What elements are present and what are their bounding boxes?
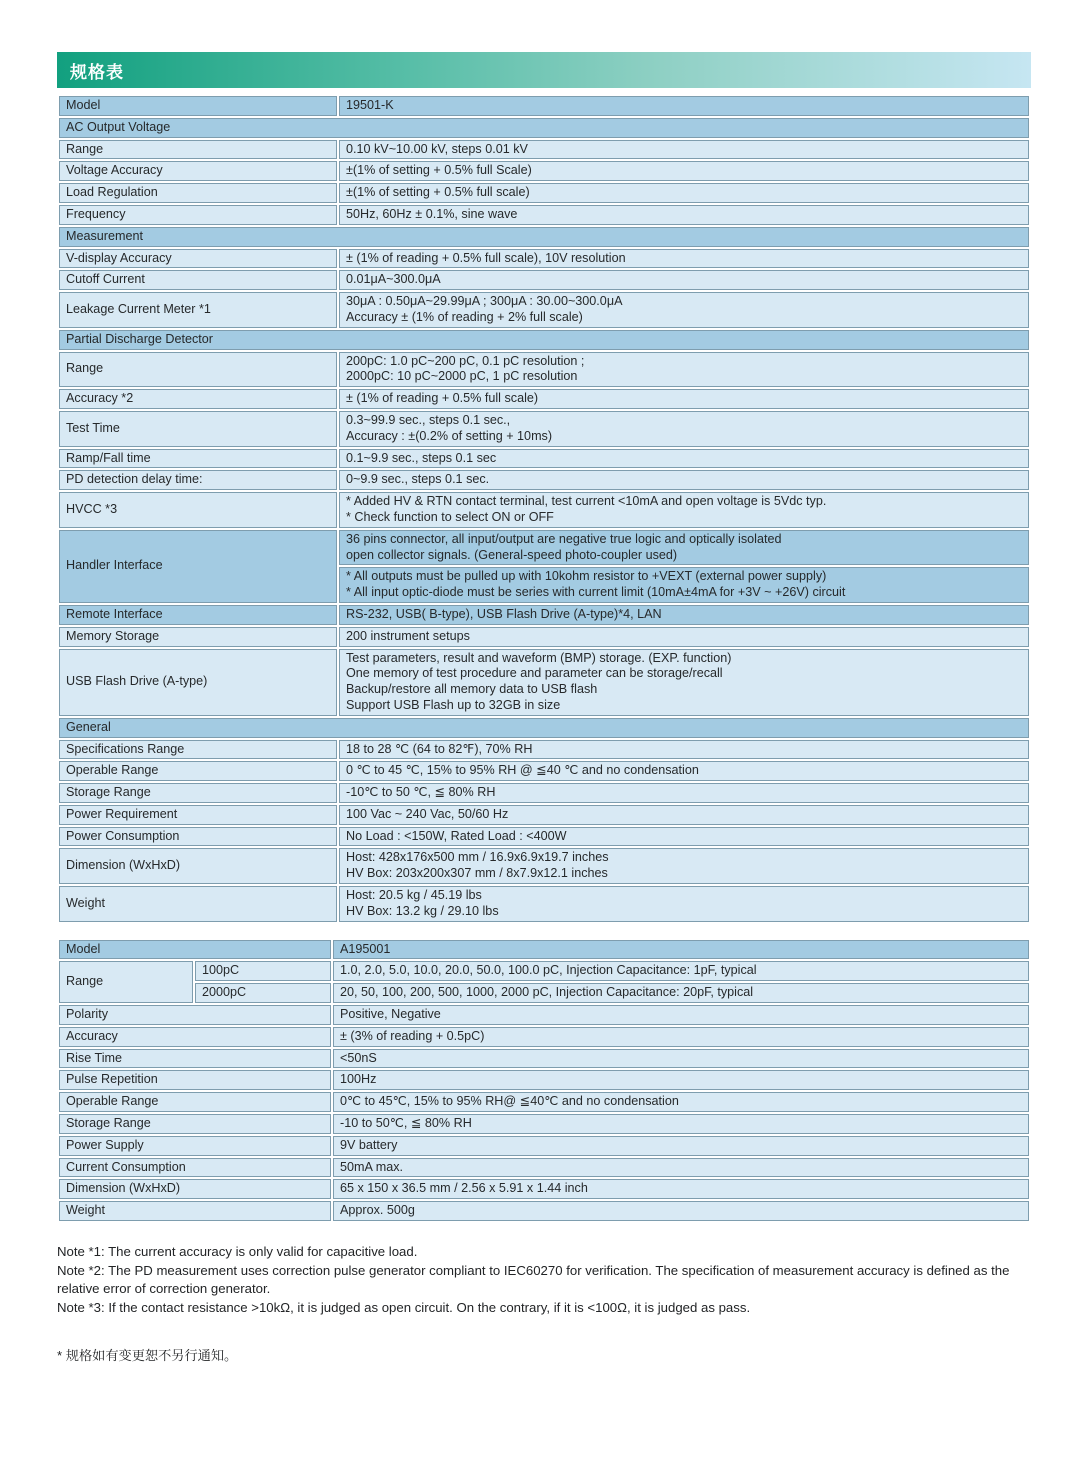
section-row — [59, 718, 1029, 738]
section-title-cell: General — [59, 718, 1029, 738]
spec-value-cell — [339, 805, 1029, 825]
table-row — [59, 389, 1029, 409]
spec-label-cell: Range — [59, 140, 337, 160]
table-row — [59, 1049, 1029, 1069]
spec-value-cell — [333, 1114, 1029, 1134]
spec-value-line: ± (1% of reading + 0.5% full scale) — [346, 391, 539, 406]
spec-value-line: -10 to 50℃, ≦ 80% RH — [340, 1116, 472, 1131]
spec-value-line: Positive, Negative — [340, 1007, 441, 1022]
spec-value-line: 50mA max. — [340, 1159, 403, 1174]
section-row — [59, 330, 1029, 350]
table-row — [59, 1158, 1029, 1178]
table-row — [59, 848, 1029, 884]
table-row — [59, 605, 1029, 625]
spec-value-cell: 1.0, 2.0, 5.0, 10.0, 20.0, 50.0, 100.0 pC, Injection Capacitance: 1pF, typical — [333, 961, 1029, 981]
spec-value-cell — [339, 627, 1029, 647]
table-row — [59, 183, 1029, 203]
spec-label-cell: Load Regulation — [59, 183, 337, 203]
table-row — [59, 352, 1029, 388]
spec-value-line: HV Box: 13.2 kg / 29.10 lbs — [346, 903, 499, 918]
spec-value-cell — [339, 492, 1029, 528]
spec-label-cell: USB Flash Drive (A-type) — [59, 649, 337, 716]
table-row — [59, 449, 1029, 469]
table-row — [59, 270, 1029, 290]
spec-label-cell: Test Time — [59, 411, 337, 447]
spec-label-cell: Operable Range — [59, 761, 337, 781]
spec-value-line: Accuracy ± (1% of reading + 2% full scale) — [346, 309, 583, 324]
spec-value-line: ± (3% of reading + 0.5pC) — [340, 1028, 485, 1043]
spec-value-cell — [339, 270, 1029, 290]
spec-value-cell — [339, 411, 1029, 447]
spec-value-cell — [339, 205, 1029, 225]
spec-value-cell — [333, 1179, 1029, 1199]
spec-value-line: 0~9.9 sec., steps 0.1 sec. — [346, 472, 490, 487]
spec-value-line: Backup/restore all memory data to USB flash — [346, 682, 598, 697]
spec-value-line: 36 pins connector, all input/output are negative true logic and optically isolated — [346, 531, 782, 546]
spec-value-line: 9V battery — [340, 1137, 398, 1152]
spec-label-cell: PD detection delay time: — [59, 470, 337, 490]
table-row — [59, 492, 1029, 528]
table-row — [59, 805, 1029, 825]
table-row — [59, 627, 1029, 647]
table-row — [59, 1201, 1029, 1221]
spec-value-cell — [333, 1005, 1029, 1025]
spec-value-line: No Load : <150W, Rated Load : <400W — [346, 828, 567, 843]
spec-label-cell: Pulse Repetition — [59, 1070, 331, 1090]
spec-value-cell — [339, 848, 1029, 884]
spec-value-line: 2000pC: 10 pC~2000 pC, 1 pC resolution — [346, 369, 578, 384]
spec-value-line: 0 ℃ to 45 ℃, 15% to 95% RH @ ≦40 ℃ and no condensation — [346, 763, 699, 778]
table-row — [59, 740, 1029, 760]
spec-label-cell: Accuracy *2 — [59, 389, 337, 409]
table-row — [59, 1005, 1029, 1025]
spec-label-cell: Frequency — [59, 205, 337, 225]
table-row — [59, 205, 1029, 225]
spec-value-line: A195001 — [340, 941, 391, 956]
spec-value-cell — [339, 96, 1029, 116]
spec-label-cell: Power Supply — [59, 1136, 331, 1156]
spec-value-cell — [333, 1027, 1029, 1047]
range-key-cell: 2000pC — [195, 983, 331, 1003]
spec-label-cell: Dimension (WxHxD) — [59, 1179, 331, 1199]
spec-value-line: 200 instrument setups — [346, 628, 470, 643]
table-row — [59, 827, 1029, 847]
spec-value-line: 30μA : 0.50μA~29.99μA ; 300μA : 30.00~300.0μA — [346, 294, 623, 309]
spec-value-line: * All input optic-diode must be series with current limit (10mA±4mA for +3V ~ +26V) circuit — [346, 585, 846, 600]
spec-value-cell — [339, 827, 1029, 847]
spec-value-cell: 20, 50, 100, 200, 500, 1000, 2000 pC, Injection Capacitance: 20pF, typical — [333, 983, 1029, 1003]
table-row — [59, 140, 1029, 160]
spec-value-line: 100 Vac ~ 240 Vac, 50/60 Hz — [346, 806, 509, 821]
spec-value-cell — [339, 567, 1029, 603]
spec-value-line: 65 x 150 x 36.5 mm / 2.56 x 5.91 x 1.44 inch — [340, 1181, 588, 1196]
spec-label-cell: Polarity — [59, 1005, 331, 1025]
spec-value-cell — [333, 1070, 1029, 1090]
spec-label-cell: Power Requirement — [59, 805, 337, 825]
spec-value-line: One memory of test procedure and parameter can be storage/recall — [346, 666, 723, 681]
table-row — [59, 161, 1029, 181]
table-row — [59, 649, 1029, 716]
table-row — [59, 530, 1029, 566]
spec-label-cell: Storage Range — [59, 1114, 331, 1134]
spec-value-cell — [339, 140, 1029, 160]
spec-value-line: * Check function to select ON or OFF — [346, 509, 554, 524]
spec-label-cell: Cutoff Current — [59, 270, 337, 290]
section-row — [59, 118, 1029, 138]
note-2: Note *2: The PD measurement uses correction pulse generator compliant to IEC60270 for verification. The specification of measurement accuracy is defined as the relative error of correction generator. — [57, 1262, 1010, 1297]
table-row — [59, 1027, 1029, 1047]
table-row — [59, 411, 1029, 447]
spec-value-line: Support USB Flash up to 32GB in size — [346, 697, 561, 712]
spec-label-cell: HVCC *3 — [59, 492, 337, 528]
note-1: Note *1: The current accuracy is only valid for capacitive load. — [57, 1244, 418, 1260]
spec-label-cell: Rise Time — [59, 1049, 331, 1069]
spec-value-cell — [339, 605, 1029, 625]
spec-value-line: 0.01μA~300.0μA — [346, 272, 441, 287]
cn-disclaimer: * 规格如有变更恕不另行通知。 — [57, 1348, 238, 1364]
spec-value-cell — [339, 783, 1029, 803]
spec-value-cell — [333, 1158, 1029, 1178]
spec-value-cell — [339, 740, 1029, 760]
section-title-cell: Measurement — [59, 227, 1029, 247]
spec-label-cell: Weight — [59, 1201, 331, 1221]
spec-label-cell: Memory Storage — [59, 627, 337, 647]
spec-value-line: RS-232, USB( B-type), USB Flash Drive (A-type)*4, LAN — [346, 606, 662, 621]
spec-value-cell — [333, 1049, 1029, 1069]
table-row — [59, 783, 1029, 803]
spec-label-cell: Voltage Accuracy — [59, 161, 337, 181]
table-row — [59, 1179, 1029, 1199]
spec-label-cell: Handler Interface — [59, 530, 337, 603]
spec-value-line: 0.10 kV~10.00 kV, steps 0.01 kV — [346, 141, 528, 156]
spec-value-cell — [333, 940, 1029, 960]
section-header-bar — [57, 52, 1031, 88]
spec-value-line: 19501-K — [346, 98, 394, 112]
spec-value-cell — [339, 530, 1029, 566]
range-key-cell: 100pC — [195, 961, 331, 981]
spec-value-line: ± (1% of reading + 0.5% full scale), 10V resolution — [346, 250, 626, 265]
table-row — [59, 1114, 1029, 1134]
spec-value-line: * All outputs must be pulled up with 10kohm resistor to +VEXT (external power supply) — [346, 569, 827, 584]
spec-label-cell: Remote Interface — [59, 605, 337, 625]
spec-value-cell — [339, 449, 1029, 469]
spec-value-line: ±(1% of setting + 0.5% full Scale) — [346, 163, 532, 178]
spec-label-cell: Operable Range — [59, 1092, 331, 1112]
spec-value-line: 0.3~99.9 sec., steps 0.1 sec., — [346, 412, 511, 427]
spec-value-line: Host: 20.5 kg / 45.19 lbs — [346, 888, 482, 903]
spec-value-line: Approx. 500g — [340, 1203, 415, 1218]
spec-value-line: Accuracy : ±(0.2% of setting + 10ms) — [346, 428, 553, 443]
spec-label-cell: Accuracy — [59, 1027, 331, 1047]
spec-value-cell — [333, 1201, 1029, 1221]
spec-value-line: <50nS — [340, 1050, 377, 1065]
page-title: 规格表 — [70, 62, 124, 82]
spec-label-cell: Current Consumption — [59, 1158, 331, 1178]
spec-value-cell — [339, 292, 1029, 328]
spec-value-line: 0.1~9.9 sec., steps 0.1 sec — [346, 450, 497, 465]
spec-label-cell: Dimension (WxHxD) — [59, 848, 337, 884]
table-row — [59, 96, 1029, 116]
spec-value-line: -10℃ to 50 ℃, ≦ 80% RH — [346, 785, 496, 800]
spec-value-cell — [339, 389, 1029, 409]
table-row — [59, 961, 1029, 981]
spec-value-cell — [339, 161, 1029, 181]
spec-value-line: Host: 428x176x500 mm / 16.9x6.9x19.7 inches — [346, 850, 609, 865]
section-title-cell: AC Output Voltage — [59, 118, 1029, 138]
spec-value-line: ±(1% of setting + 0.5% full scale) — [346, 185, 530, 200]
spec-table-primary — [57, 94, 1031, 924]
spec-value-line: 200pC: 1.0 pC~200 pC, 0.1 pC resolution ; — [346, 353, 585, 368]
spec-value-line: open collector signals. (General-speed photo-coupler used) — [346, 547, 678, 562]
table-row — [59, 1136, 1029, 1156]
spec-label-cell: Power Consumption — [59, 827, 337, 847]
spec-label-cell: V-display Accuracy — [59, 249, 337, 269]
table-row — [59, 1070, 1029, 1090]
spec-label-cell: Storage Range — [59, 783, 337, 803]
spec-label-cell: Model — [59, 940, 331, 960]
table-row — [59, 1092, 1029, 1112]
page-content — [57, 52, 1031, 1364]
spec-value-cell — [339, 649, 1029, 716]
spec-value-line: 0℃ to 45℃, 15% to 95% RH@ ≦40℃ and no condensation — [340, 1094, 679, 1109]
spec-label-cell: Specifications Range — [59, 740, 337, 760]
spec-label-cell: Weight — [59, 886, 337, 922]
spec-value-cell — [339, 352, 1029, 388]
spec-value-cell — [339, 761, 1029, 781]
table-row — [59, 886, 1029, 922]
note-3: Note *3: If the contact resistance >10kΩ, it is judged as open circuit. On the contrary, if it is <100Ω, it is judged as pass. — [57, 1299, 751, 1315]
table-row — [59, 249, 1029, 269]
spec-value-cell — [339, 470, 1029, 490]
table-row — [59, 983, 1029, 1003]
section-title-cell: Partial Discharge Detector — [59, 330, 1029, 350]
table-row — [59, 761, 1029, 781]
spec-value-cell — [339, 249, 1029, 269]
spec-value-line: * Added HV & RTN contact terminal, test current <10mA and open voltage is 5Vdc typ. — [346, 494, 827, 509]
spec-value-cell — [339, 183, 1029, 203]
spec-value-line: 50Hz, 60Hz ± 0.1%, sine wave — [346, 206, 518, 221]
spec-value-line: 18 to 28 ℃ (64 to 82℉), 70% RH — [346, 741, 533, 756]
spec-value-line: HV Box: 203x200x307 mm / 8x7.9x12.1 inches — [346, 866, 608, 881]
spec-value-line: Test parameters, result and waveform (BMP) storage. (EXP. function) — [346, 650, 732, 665]
spec-label-cell: Model — [59, 96, 337, 116]
spec-value-cell — [333, 1136, 1029, 1156]
spec-label-cell: Range — [59, 352, 337, 388]
spec-label-cell: Ramp/Fall time — [59, 449, 337, 469]
spec-value-line: 100Hz — [340, 1072, 377, 1087]
table-row — [59, 470, 1029, 490]
table-row — [59, 292, 1029, 328]
spec-value-cell — [333, 1092, 1029, 1112]
spec-value-cell — [339, 886, 1029, 922]
footnotes — [57, 1243, 1031, 1317]
spec-label-cell: Leakage Current Meter *1 — [59, 292, 337, 328]
spec-label-cell: Range — [59, 961, 193, 1003]
section-row — [59, 227, 1029, 247]
table-row — [59, 940, 1029, 960]
spec-table-accessory — [57, 938, 1031, 1223]
